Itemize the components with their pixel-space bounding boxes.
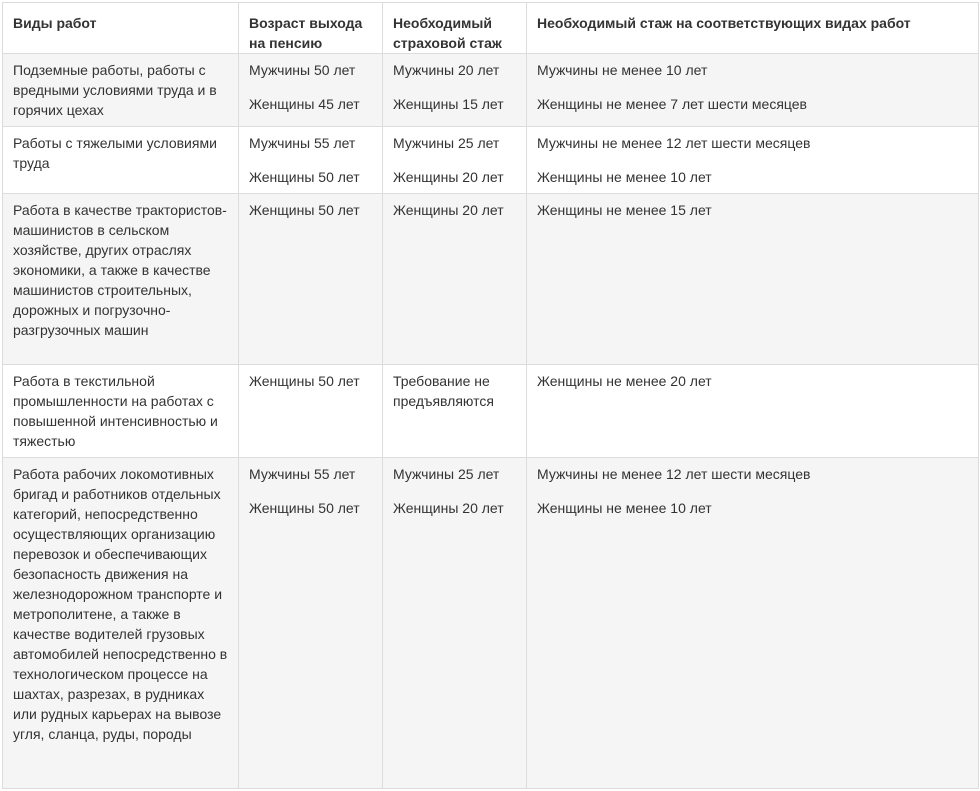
insurance-men: Мужчины 25 лет	[393, 466, 500, 482]
insurance-men: Мужчины 25 лет	[393, 135, 500, 151]
age-men: Мужчины 55 лет	[249, 135, 356, 151]
cell-insurance-record	[383, 127, 527, 194]
special-women: Женщины не менее 10 лет	[537, 169, 712, 185]
table-row	[3, 54, 979, 127]
cell-retirement-age	[239, 365, 383, 458]
cell-work-type	[3, 54, 239, 127]
age-women: Женщины 50 лет	[249, 500, 360, 516]
cell-work-type	[3, 127, 239, 194]
age-women: Женщины 45 лет	[249, 96, 360, 112]
special-women: Женщины не менее 10 лет	[537, 500, 712, 516]
cell-retirement-age	[239, 54, 383, 127]
work-type-text: Работы с тяжелыми условиями труда	[13, 135, 217, 171]
cell-special-record	[527, 54, 979, 127]
header-work-type: Виды работ	[3, 3, 239, 54]
insurance-requirement: Требование не предъявляются	[393, 373, 494, 409]
special-women: Женщины не менее 7 лет шести месяцев	[537, 96, 807, 112]
cell-special-record	[527, 365, 979, 458]
cell-insurance-record	[383, 54, 527, 127]
cell-insurance-record	[383, 458, 527, 789]
cell-retirement-age	[239, 194, 383, 365]
cell-insurance-record	[383, 365, 527, 458]
cell-insurance-record	[383, 194, 527, 365]
cell-special-record	[527, 127, 979, 194]
special-men: Мужчины не менее 10 лет	[537, 62, 708, 78]
insurance-women: Женщины 20 лет	[393, 169, 504, 185]
insurance-men: Мужчины 20 лет	[393, 62, 500, 78]
cell-work-type	[3, 365, 239, 458]
insurance-women: Женщины 20 лет	[393, 500, 504, 516]
work-type-text: Работа в качестве трактористов-машинистов в сельском хозяйстве, других отраслях экономики, а также в качестве машинистов строительных, дорожных и погрузочно-разгрузочных машин	[13, 202, 227, 338]
age-men: Мужчины 50 лет	[249, 62, 356, 78]
header-insurance-record: Необходимый страховой стаж	[383, 3, 527, 54]
age-men: Мужчины 55 лет	[249, 466, 356, 482]
special-women: Женщины не менее 20 лет	[537, 373, 712, 389]
table-header-row	[3, 3, 979, 54]
cell-work-type	[3, 194, 239, 365]
special-men: Мужчины не менее 12 лет шести месяцев	[537, 135, 811, 151]
pension-table-page	[0, 2, 980, 791]
pension-table	[2, 2, 979, 789]
work-type-text: Работа рабочих локомотивных бригад и работников отдельных категорий, непосредственно осуществляющих организацию перевозок и обеспечивающих безопасность движения на железнодорожном транспорте и метрополитене, а также в качестве водителей грузовых автомобилей непосредственно в технологическом процессе на шахтах, разрезах, в рудниках или рудных карьерах на вывозе угля, сланца, руды, породы	[13, 466, 228, 742]
cell-special-record	[527, 458, 979, 789]
special-men: Мужчины не менее 12 лет шести месяцев	[537, 466, 811, 482]
special-women: Женщины не менее 15 лет	[537, 202, 712, 218]
table-row	[3, 194, 979, 365]
cell-special-record	[527, 194, 979, 365]
work-type-text: Работа в текстильной промышленности на работах с повышенной интенсивностью и тяжестью	[13, 373, 218, 449]
insurance-women: Женщины 15 лет	[393, 96, 504, 112]
cell-retirement-age	[239, 458, 383, 789]
table-row	[3, 458, 979, 789]
age-women: Женщины 50 лет	[249, 202, 360, 218]
age-women: Женщины 50 лет	[249, 169, 360, 185]
insurance-women: Женщины 20 лет	[393, 202, 504, 218]
table-row	[3, 127, 979, 194]
header-retirement-age: Возраст выхода на пенсию	[239, 3, 383, 54]
age-women: Женщины 50 лет	[249, 373, 360, 389]
table-row	[3, 365, 979, 458]
header-special-record: Необходимый стаж на соответствующих видах работ	[527, 3, 979, 54]
cell-retirement-age	[239, 127, 383, 194]
work-type-text: Подземные работы, работы с вредными условиями труда и в горячих цехах	[13, 62, 217, 118]
cell-work-type	[3, 458, 239, 789]
